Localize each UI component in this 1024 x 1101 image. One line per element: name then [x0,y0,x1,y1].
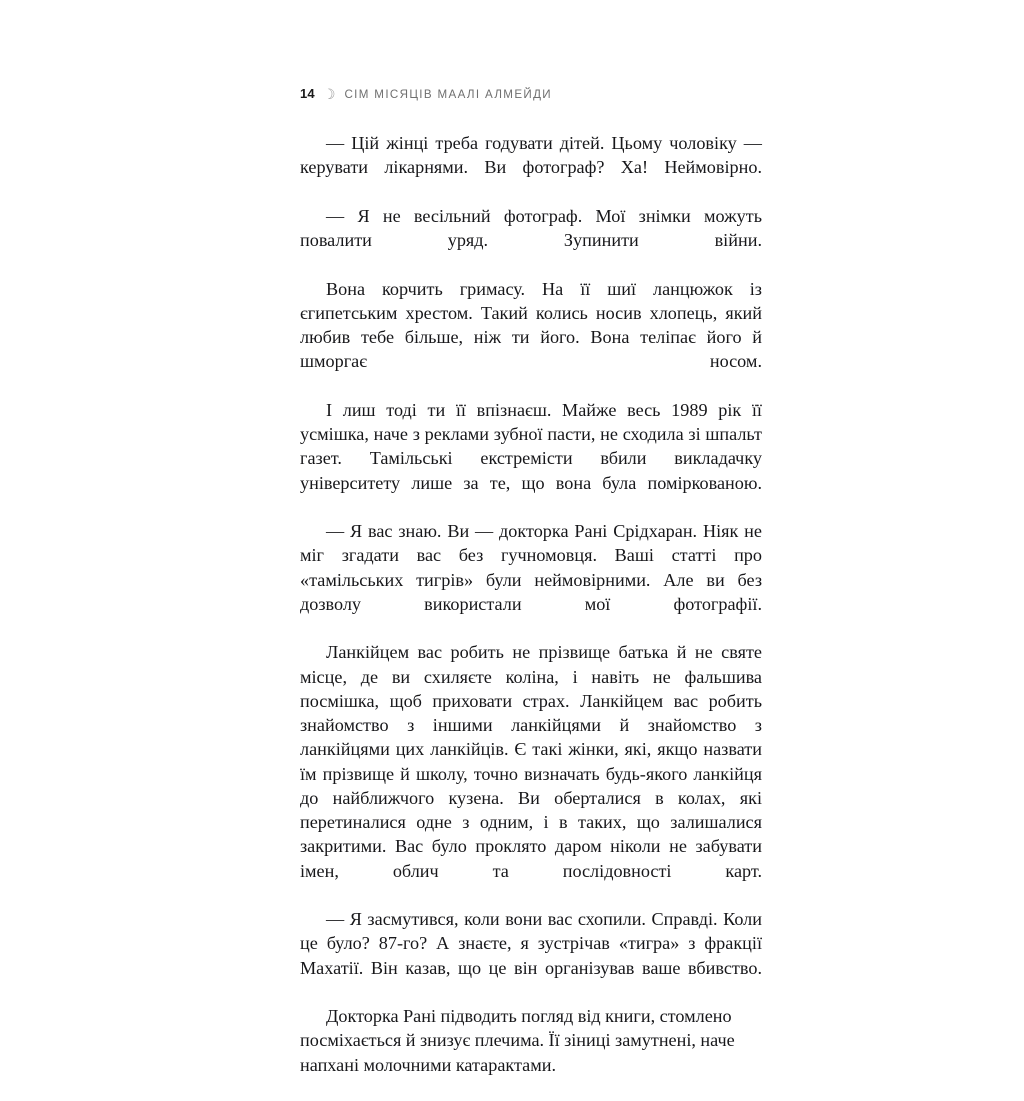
crescent-moon-icon: ☽ [322,85,336,102]
paragraph: — Я вас знаю. Ви — докторка Рані Срідхаран. Ніяк не міг згадати вас без гучномовця. Ваші статті про «тамільських тигрів» були неймовірними. Але ви без дозволу використали мої фотографії. [300,521,762,614]
running-head [300,86,762,101]
paragraph: Докторка Рані підводить погляд від книги, стомлено посміхається й знизує плечима. Її зіниці замутнені, наче напхані молочними катарактами. [300,1006,735,1075]
body-text [300,131,762,1101]
paragraph: Вона корчить гримасу. На її шиї ланцюжок із єгипетським хрестом. Такий колись носив хлопець, який любив тебе більше, ніж ти його. Вона теліпає його й шморгає носом. [300,278,762,372]
paragraph: — Я не весільний фотограф. Мої знімки можуть повалити уряд. Зупинити війни. [300,205,762,250]
paragraph: І лиш тоді ти її впізнаєш. Майже весь 1989 рік її усмішка, наче з реклами зубної пасти, не сходила зі шпальт газет. Тамільські екстремісти вбили викладачку університету лише за те, що вона була поміркованою. [300,399,762,493]
paragraph: Ланкійцем вас робить не прізвище батька й не святе місце, де ви схиляєте коліна, і навіть не фальшива посмішка, щоб приховати страх. Ланкійцем вас робить знайомство з іншими ланкійцями й знайомство з ланкійцями цих ланкійців. Є такі жінки, які, якщо назвати їм прізвище й школу, точно визначать будь-якого ланкійця до найближчого кузена. Ви оберталися в колах, які перетиналися одне з одним, і в таких, що залишалися закритими. Вас було проклято даром ніколи не забувати імен, облич та послідовності карт. [300,642,762,881]
book-title: СІМ МІСЯЦІВ МААЛІ АЛМЕЙДИ [344,88,552,101]
paragraph: — Я засмутився, коли вони вас схопили. Справді. Коли це було? 87-го? А знаєте, я зустрічав «тигра» з фракції Махатії. Він казав, що це він організував ваше вбивство. [300,909,762,978]
paragraph: — Цій жінці треба годувати дітей. Цьому чоловіку — керувати лікарнями. Ви фотограф? Ха! Неймовірно. [300,133,762,178]
page-number: 14 [300,86,315,101]
